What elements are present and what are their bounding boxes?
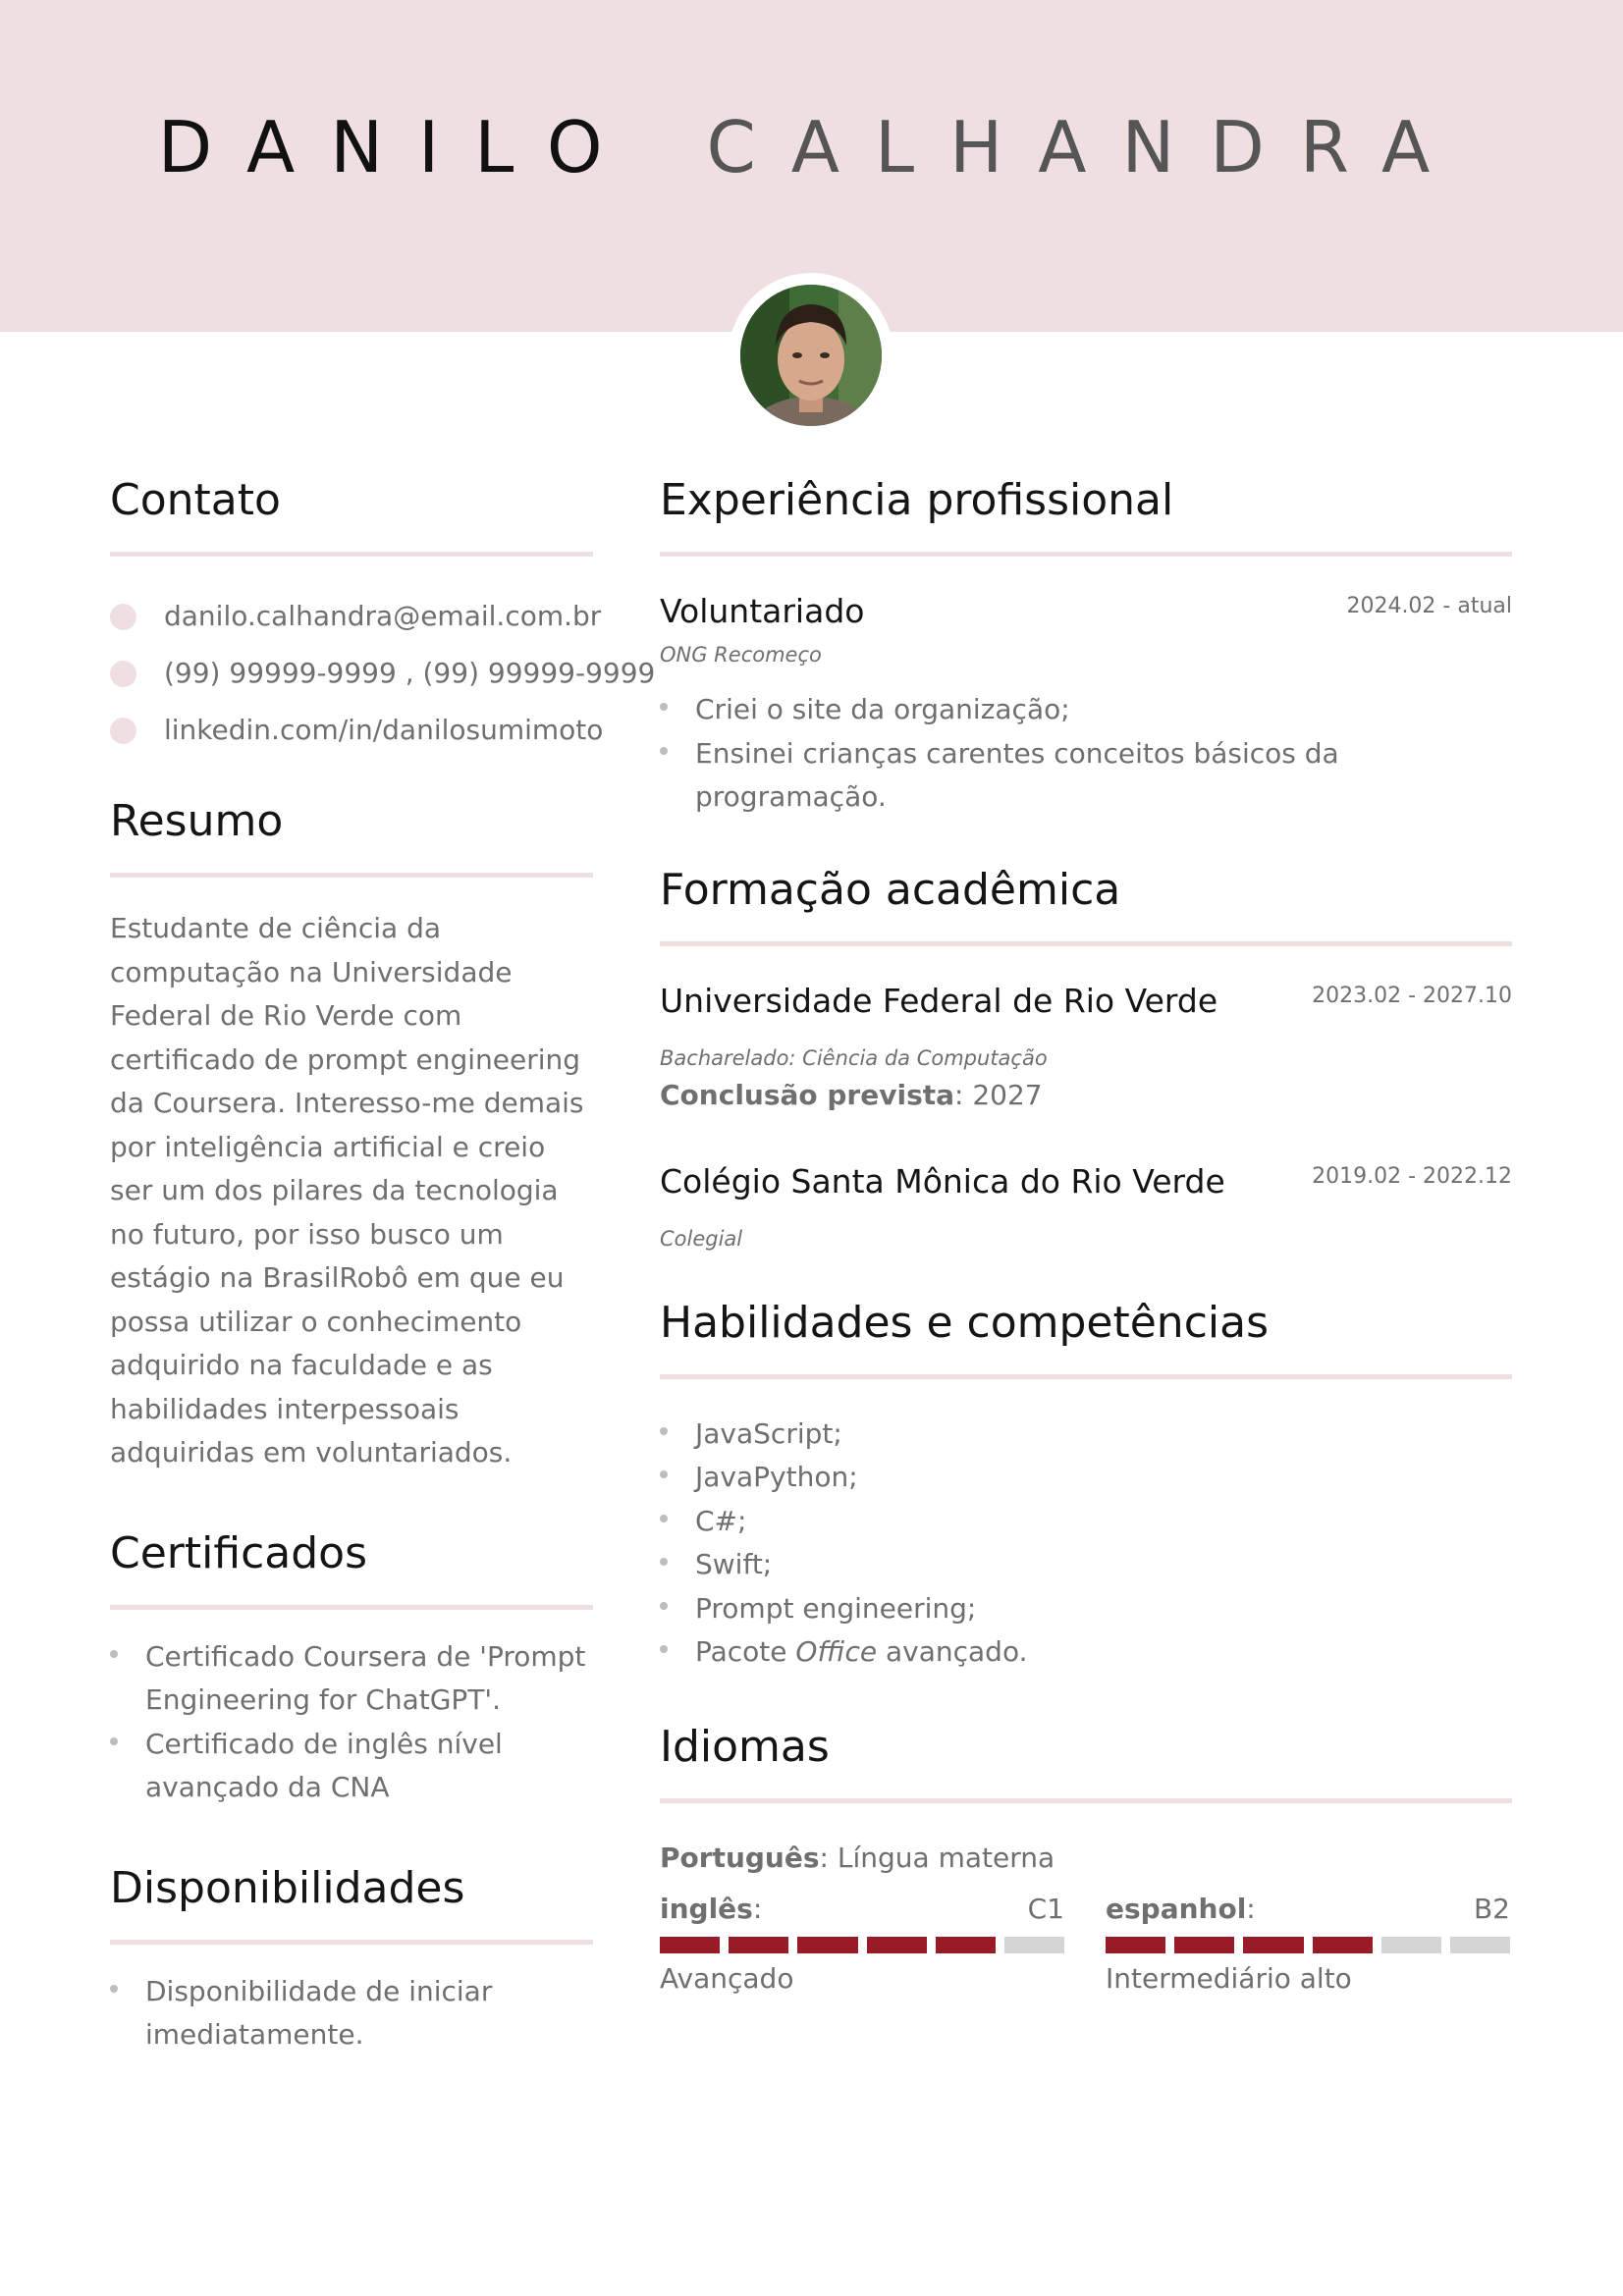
bullet-icon	[660, 1558, 668, 1566]
bullet-icon	[110, 1985, 118, 1993]
proficiency-segment	[1243, 1937, 1303, 1953]
bullet-icon	[660, 747, 668, 755]
summary-section	[110, 792, 593, 1475]
proficiency-segment	[1004, 1937, 1064, 1953]
summary-text: Estudante de ciência da computação na Universidade Federal de Rio Verde com certificado de prompt engineering da Coursera. Interesso-me demais por inteligência artificial e creio ser um dos pilares da tecnologia no futuro, por isso busco um estágio na BrasilRobô em que eu possa utilizar o conhecimento adquirido na faculdade e as habilidades interpessoais adquiridas em voluntariados.	[110, 912, 584, 1468]
contact-email[interactable]: danilo.calhandra@email.com.br	[110, 588, 593, 645]
language-level: B2	[1473, 1892, 1510, 1925]
bullet-icon	[110, 1650, 118, 1658]
bullet-icon	[660, 1515, 668, 1522]
experience-section	[660, 471, 1512, 820]
availability-section	[110, 1859, 593, 2057]
experience-heading: Experiência profissional	[660, 475, 1174, 525]
language-english: inglês: C1 Avançado	[660, 1892, 1064, 1999]
skills-list	[660, 1413, 1512, 1675]
native-language: Português: Língua materna	[660, 1841, 1055, 1874]
right-column	[660, 471, 1512, 2000]
bullet-icon	[660, 1470, 668, 1478]
proficiency-segment	[936, 1937, 996, 1953]
list-item: C#;	[660, 1500, 1512, 1544]
proficiency-segment	[1106, 1937, 1165, 1953]
language-description: Intermediário alto	[1106, 1961, 1352, 1995]
experience-bullets	[660, 688, 1512, 820]
list-item: JavaScript;	[660, 1413, 1512, 1457]
entry-date: 2019.02 - 2022.12	[1312, 1163, 1512, 1189]
proficiency-segment	[1450, 1937, 1510, 1953]
entry-expected-completion: Conclusão prevista: 2027	[660, 1078, 1043, 1111]
availability-list	[110, 1970, 593, 2057]
proficiency-segment	[797, 1937, 857, 1953]
bullet-dot-icon	[110, 661, 136, 687]
entry-school: Colégio Santa Mônica do Rio Verde	[660, 1161, 1225, 1201]
proficiency-segment	[1313, 1937, 1373, 1953]
last-name: CALHANDRA	[706, 106, 1466, 188]
list-item: Disponibilidade de iniciar imediatamente.	[110, 1970, 593, 2057]
language-levels	[660, 1892, 1512, 2000]
entry-role: Voluntariado	[660, 592, 865, 630]
list-item: Swift;	[660, 1543, 1512, 1587]
contact-linkedin[interactable]: linkedin.com/in/danilosumimoto	[110, 702, 593, 759]
list-item: Pacote Office avançado.	[660, 1630, 1512, 1675]
education-entry	[660, 1160, 1512, 1255]
list-item: JavaPython;	[660, 1456, 1512, 1500]
education-section	[660, 861, 1512, 1255]
avatar	[740, 285, 882, 426]
skills-heading: Habilidades e competências	[660, 1297, 1269, 1348]
bullet-icon	[660, 1427, 668, 1435]
proficiency-segment	[1381, 1937, 1441, 1953]
proficiency-bar	[1106, 1937, 1510, 1953]
list-item: Prompt engineering;	[660, 1587, 1512, 1631]
section-divider	[660, 1798, 1512, 1803]
list-item: Certificado Coursera de 'Prompt Engineering for ChatGPT'.	[110, 1635, 593, 1723]
proficiency-bar	[660, 1937, 1064, 1953]
entry-org: ONG Recomeço	[660, 643, 822, 667]
language-level: C1	[1027, 1892, 1064, 1925]
list-item: Ensinei crianças carentes conceitos básicos da programação.	[660, 732, 1512, 820]
entry-degree: Bacharelado: Ciência da Computação	[660, 1045, 1048, 1070]
language-description: Avançado	[660, 1961, 794, 1995]
certificates-heading: Certificados	[110, 1527, 368, 1578]
section-divider	[110, 552, 593, 557]
proficiency-segment	[729, 1937, 788, 1953]
section-divider	[660, 1374, 1512, 1379]
bullet-icon	[660, 1645, 668, 1653]
section-divider	[660, 552, 1512, 557]
avatar-frame	[729, 273, 893, 438]
bullet-dot-icon	[110, 604, 136, 630]
proficiency-segment	[660, 1937, 720, 1953]
contact-phone: (99) 99999-9999 , (99) 99999-9999	[110, 645, 593, 702]
bullet-icon	[660, 1602, 668, 1610]
skills-section	[660, 1294, 1512, 1675]
entry-date: 2023.02 - 2027.10	[1312, 983, 1512, 1008]
bullet-icon	[660, 703, 668, 711]
contact-section	[110, 471, 656, 759]
proficiency-segment	[1174, 1937, 1234, 1953]
contact-list	[110, 588, 656, 759]
section-divider	[660, 941, 1512, 946]
list-item: Certificado de inglês nível avançado da CNA	[110, 1723, 593, 1810]
candidate-name	[0, 106, 1623, 188]
proficiency-segment	[867, 1937, 927, 1953]
certificates-section	[110, 1524, 593, 1810]
education-heading: Formação acadêmica	[660, 864, 1121, 915]
experience-entry	[660, 590, 1512, 820]
bullet-dot-icon	[110, 718, 136, 744]
language-spanish: espanhol: B2 Intermediário alto	[1106, 1892, 1510, 1999]
portrait-photo	[740, 285, 882, 426]
list-item: Criei o site da organização;	[660, 688, 1512, 732]
availability-heading: Disponibilidades	[110, 1862, 465, 1913]
entry-degree: Colegial	[660, 1226, 743, 1251]
entry-date: 2024.02 - atual	[1346, 594, 1512, 618]
bullet-icon	[110, 1737, 118, 1745]
contact-heading: Contato	[110, 475, 281, 525]
languages-heading: Idiomas	[660, 1721, 830, 1772]
certificates-list	[110, 1635, 593, 1810]
education-entry	[660, 980, 1512, 1115]
languages-section	[660, 1718, 1512, 2000]
section-divider	[110, 873, 593, 878]
section-divider	[110, 1605, 593, 1610]
summary-heading: Resumo	[110, 796, 284, 846]
section-divider	[110, 1940, 593, 1945]
first-name: DANILO	[157, 106, 638, 188]
left-column	[110, 471, 656, 2057]
entry-school: Universidade Federal de Rio Verde	[660, 981, 1218, 1020]
